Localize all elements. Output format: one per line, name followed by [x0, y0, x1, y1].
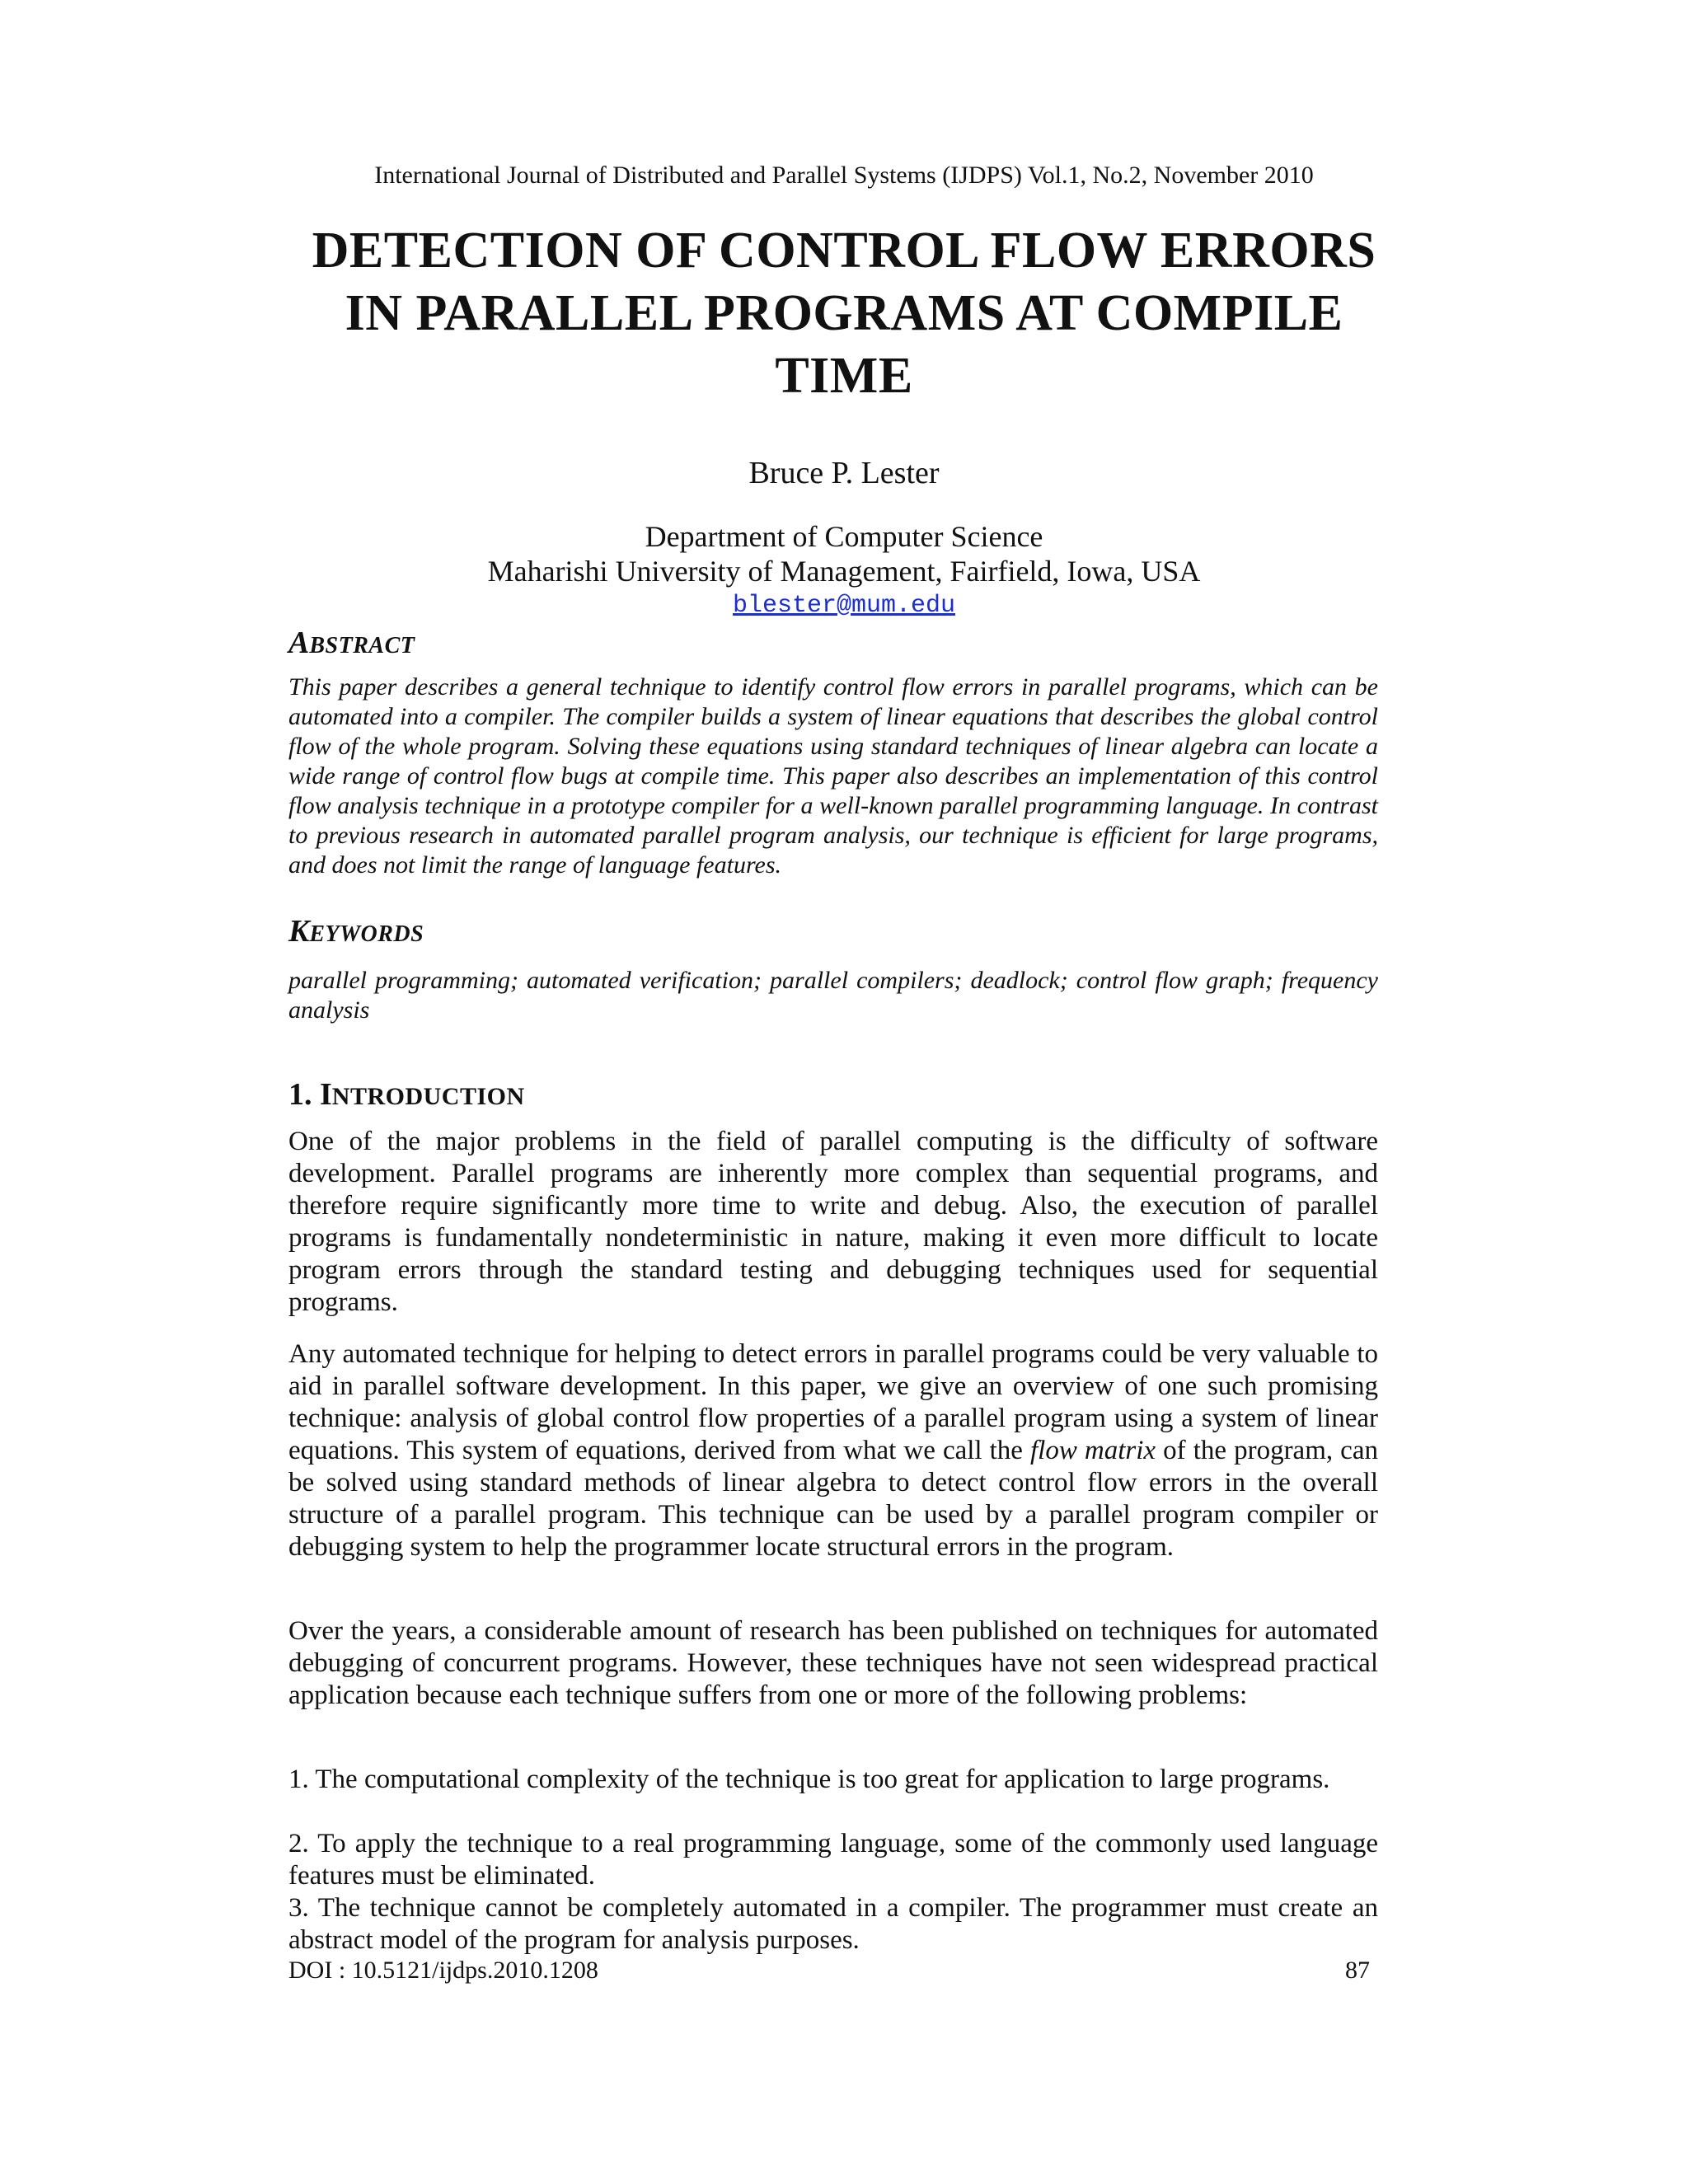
- keywords-heading-rest: EYWORDS: [309, 921, 424, 947]
- intro-paragraph-2-part-1: Any automated technique for helping to detect errors in parallel programs could be very valuable to aid in parallel software development. In this paper, we give an overview of one such promising technique: analysis of global control flow properties of a parallel program using a system of linear equations. This system of equations, derived from what we call the: [288, 1339, 1378, 1465]
- intro-paragraph-2-part-2: of the program, can be solved using standard methods of linear algebra to detect control flow errors in the overall structure of a parallel program. This technique can be used by a parallel program compiler or debugging system to help the programmer locate structural errors in the program.: [288, 1436, 1378, 1562]
- abstract-text: This paper describes a general technique to identify control flow errors in parallel programs, which can be automated into a compiler. The compiler builds a system of linear equations that describes the global control flow of the whole program. Solving these equations using standard techniques of linear algebra can locate a wide range of control flow bugs at compile time. This paper also describes an implementation of this control flow analysis technique in a prototype compiler for a well-known parallel programming language. In contrast to previous research in automated parallel program analysis, our technique is efficient for large programs, and does not limit the range of language features.: [288, 673, 1378, 879]
- paper-title: [206, 219, 1482, 407]
- intro-paragraph-2: [288, 1338, 1378, 1563]
- introduction-heading-rest: NTRODUCTION: [331, 1083, 525, 1110]
- page-number: 87: [1345, 1957, 1370, 1984]
- intro-paragraph-3: Over the years, a considerable amount of research has been published on techniques for automated debugging of concurrent programs. However, these techniques have not seen widespread practical application because each technique suffers from one or more of the following problems:: [288, 1616, 1378, 1710]
- author-name: Bruce P. Lester: [748, 456, 940, 490]
- keywords-heading-initial: K: [288, 914, 310, 949]
- keywords-heading: [288, 913, 424, 949]
- intro-paragraph-1: One of the major problems in the field of parallel computing is the difficulty of software development. Parallel programs are inherently more complex than sequential programs, and therefore require significantly more time to write and debug. Also, the execution of parallel programs is fundamentally nondeterministic in nature, making it even more difficult to locate program errors through the standard testing and debugging techniques used for sequential programs.: [288, 1127, 1378, 1317]
- title-line-2: IN PARALLEL PROGRAMS AT COMPILE: [345, 285, 1343, 341]
- flow-matrix-term: flow matrix: [1030, 1436, 1156, 1465]
- problem-list-item: 1. The computational complexity of the technique is too great for application to large programs.: [288, 1765, 1330, 1794]
- abstract-heading-initial: A: [288, 626, 310, 660]
- introduction-heading: [288, 1076, 525, 1113]
- keywords-text: parallel programming; automated verification; parallel compilers; deadlock; control flow graph; frequency analysis: [288, 967, 1378, 1024]
- journal-header: International Journal of Distributed and Parallel Systems (IJDPS) Vol.1, No.2, November 2010: [374, 162, 1314, 189]
- abstract-heading: [288, 625, 415, 661]
- affiliation: [0, 519, 1688, 588]
- problem-list-item: 2. To apply the technique to a real programming language, some of the commonly used language features must be eliminated.: [288, 1829, 1378, 1891]
- doi-label: DOI : 10.5121/ijdps.2010.1208: [288, 1957, 598, 1984]
- abstract-heading-rest: BSTRACT: [309, 633, 415, 658]
- affiliation-university: Maharishi University of Management, Fairfield, Iowa, USA: [487, 555, 1201, 588]
- affiliation-department: Department of Computer Science: [645, 520, 1043, 553]
- introduction-heading-prefix: 1. I: [288, 1077, 332, 1112]
- title-line-1: DETECTION OF CONTROL FLOW ERRORS: [312, 223, 1376, 279]
- author-email-link[interactable]: blester@mum.edu: [732, 592, 956, 620]
- title-line-3: TIME: [775, 348, 913, 404]
- problem-list-item: 3. The technique cannot be completely automated in a compiler. The programmer must create an abstract model of the program for analysis purposes.: [288, 1893, 1378, 1955]
